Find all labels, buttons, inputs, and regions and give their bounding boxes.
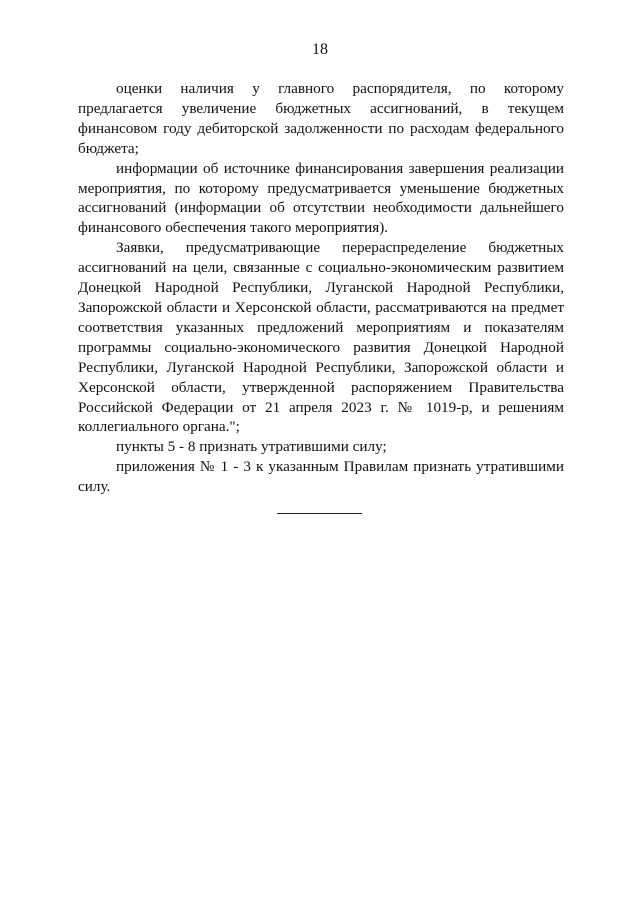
paragraph-requests-review: Заявки, предусматривающие перераспределение бюджетных ассигнований на цели, связанные с социально-экономическим развитием Донецкой Народной Республики, Луганской Народной Республики, Запорожской области и Херсонской области, рассматриваются на предмет соответствия указанных предложений мероприятиям и показателям программы социально-экономического развития Донецкой Народной Республики, Луганской Народной Республики, Запорожской области и Херсонской области, утвержденной распоряжением Правительства Российской Федерации от 21 апреля 2023 г. № 1019-р, и решениям коллегиального органа.";: [78, 239, 564, 436]
paragraph-financing-source: информации об источнике финансирования завершения реализации мероприятия, по которому предусматривается уменьшение бюджетных ассигнований (информации об отсутствии необходимости дальнейшего финансового обеспечения такого мероприятия).: [78, 159, 564, 237]
page-number: 18: [312, 41, 328, 58]
paragraph-annexes-repealed: приложения № 1 - 3 к указанным Правилам признать утратившими силу.: [78, 458, 564, 496]
document-body: [78, 79, 564, 497]
end-divider-line: [277, 513, 362, 514]
paragraph-points-repealed: пункты 5 - 8 признать утратившими силу;: [116, 438, 387, 456]
paragraph-debt-assessment: оценки наличия у главного распорядителя, по которому предлагается увеличение бюджетных ассигнований, в текущем финансовом году дебиторской задолженности по расходам федерального бюджета;: [78, 80, 564, 157]
